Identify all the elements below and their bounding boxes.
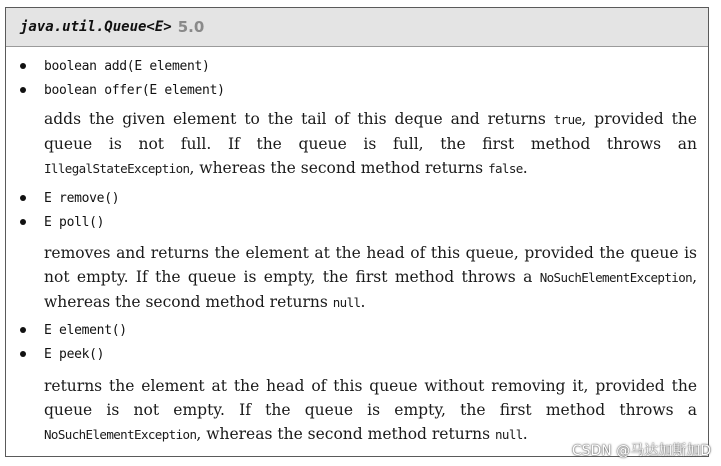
desc-text: , whereas the second method returns bbox=[196, 425, 495, 443]
code-literal: IllegalStateException bbox=[44, 161, 190, 176]
api-reference-box bbox=[5, 7, 709, 457]
method-description bbox=[44, 241, 697, 315]
desc-text: removes and returns the element at the head of this queue, provided the queue is not empty. If the queue is empty, the first method throws a bbox=[44, 244, 697, 286]
watermark: CSDN @马达加斯加D bbox=[571, 443, 711, 459]
code-literal: null bbox=[332, 295, 361, 310]
bullet-icon bbox=[20, 63, 26, 69]
desc-text: . bbox=[360, 293, 366, 311]
method-description bbox=[44, 374, 697, 447]
bullet-icon bbox=[20, 195, 26, 201]
code-literal: NoSuchElementException bbox=[539, 270, 693, 285]
desc-text: . bbox=[522, 425, 528, 443]
bullet-icon bbox=[20, 351, 26, 357]
desc-text: returns the element at the head of this queue without removing it, provided the queue is not empty. If the queue is empty, the first method throws a bbox=[44, 377, 697, 419]
method-element bbox=[20, 319, 127, 341]
code-literal: false bbox=[488, 161, 523, 176]
version-label: 5.0 bbox=[177, 18, 205, 36]
desc-text: , provided the queue is not full. If the queue is full, the first method throws an bbox=[44, 110, 697, 153]
method-add bbox=[20, 55, 210, 77]
class-name: java.util.Queue<E> bbox=[20, 19, 172, 35]
bullet-icon bbox=[20, 87, 26, 93]
method-signature: boolean add(E element) bbox=[44, 58, 210, 74]
code-literal: null bbox=[494, 427, 523, 442]
method-offer bbox=[20, 79, 225, 101]
method-remove bbox=[20, 187, 119, 209]
method-signature: E peek() bbox=[44, 346, 105, 362]
desc-text: , whereas the second method returns bbox=[189, 159, 489, 177]
code-literal: true bbox=[553, 112, 582, 127]
method-signature: E remove() bbox=[44, 190, 120, 206]
method-signature: boolean offer(E element) bbox=[44, 82, 225, 98]
method-description bbox=[44, 107, 697, 181]
bullet-icon bbox=[20, 219, 26, 225]
desc-text: . bbox=[522, 159, 528, 177]
code-literal: NoSuchElementException bbox=[44, 427, 197, 442]
method-signature: E poll() bbox=[44, 214, 105, 230]
method-poll bbox=[20, 211, 104, 233]
desc-text: adds the given element to the tail of this deque and returns bbox=[44, 110, 554, 128]
bullet-icon bbox=[20, 327, 26, 333]
method-peek bbox=[20, 343, 104, 365]
api-header bbox=[6, 8, 708, 47]
method-signature: E element() bbox=[44, 322, 127, 338]
desc-text: , whereas the second method returns bbox=[44, 268, 697, 311]
